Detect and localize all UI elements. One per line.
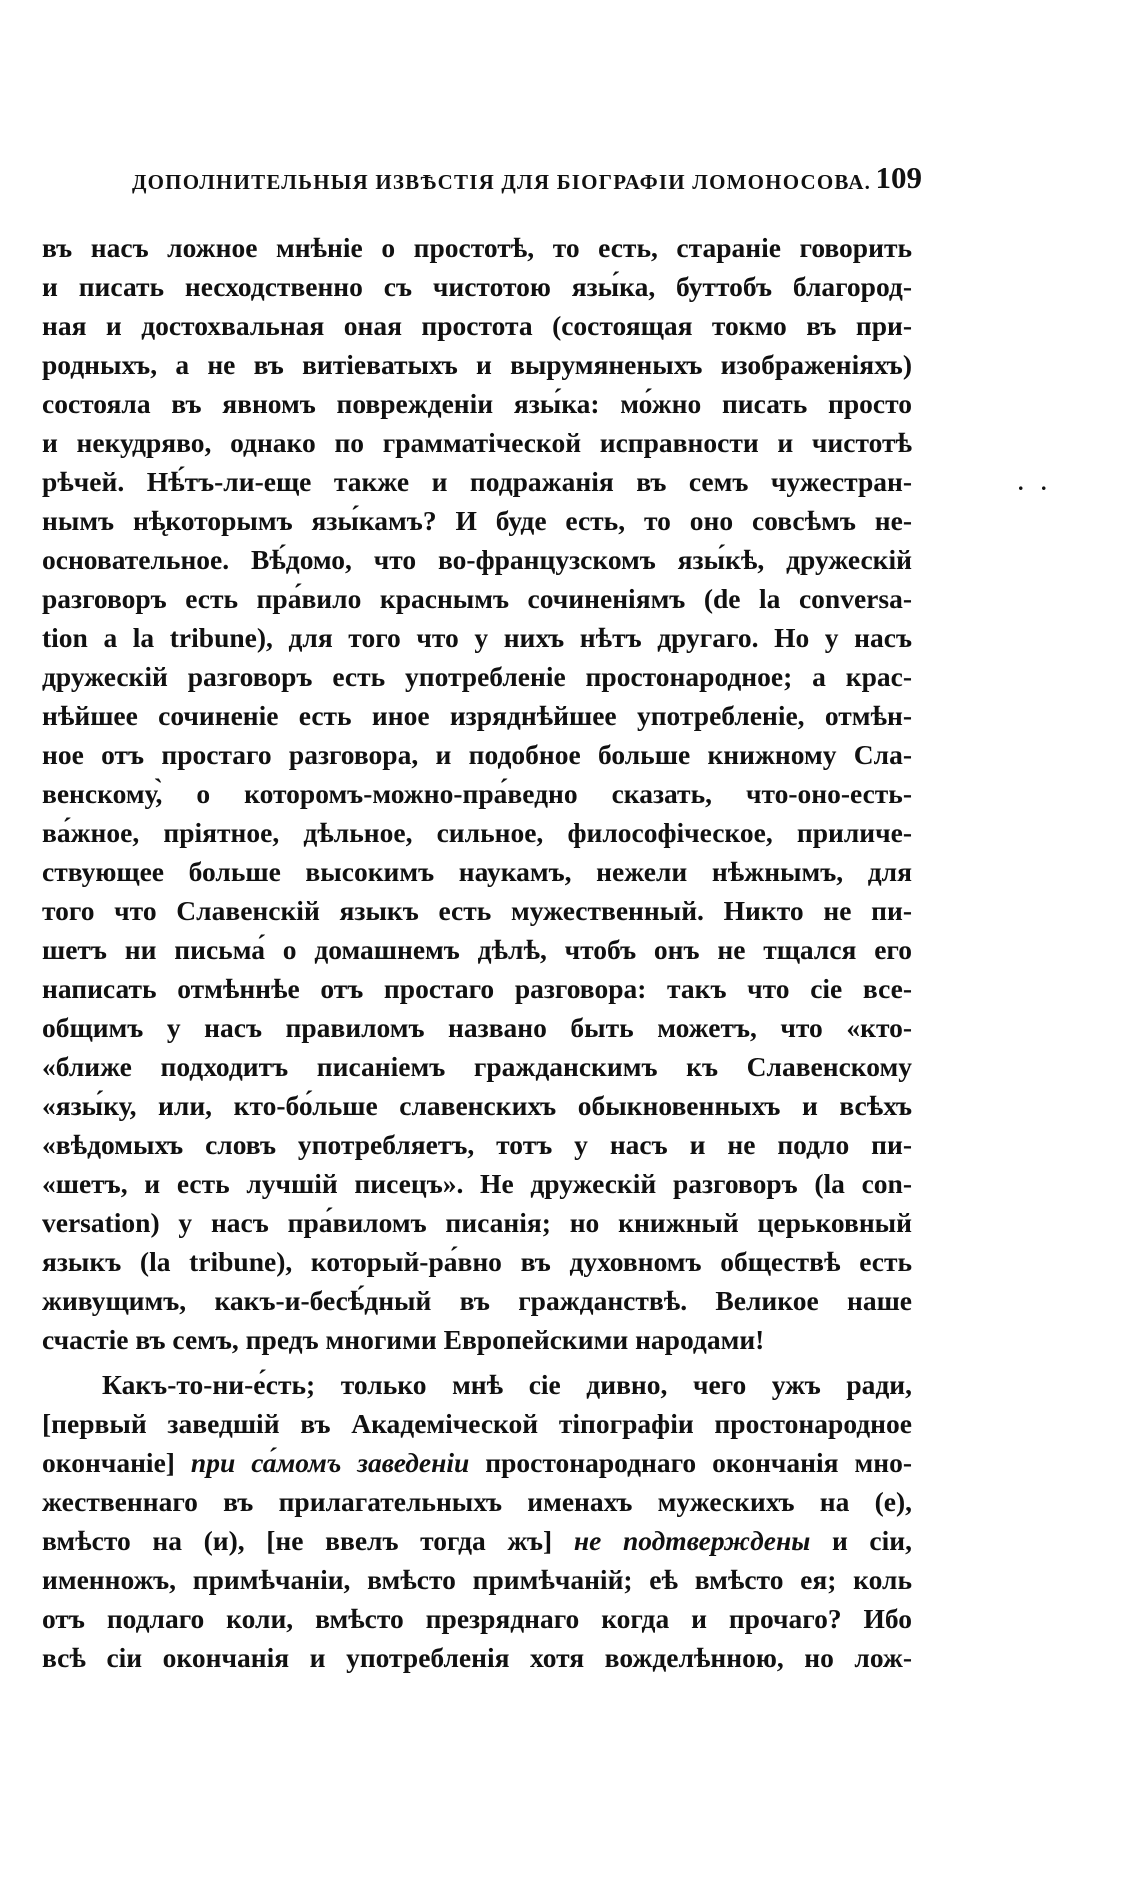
text-line: написать отмѣннѣе отъ простаго разговора: такъ что сіе все- — [42, 973, 912, 1004]
text-line: живущимъ, какъ-и-бесѣ́дный въ гражданствѣ. Великое наше — [42, 1285, 912, 1316]
text-line: рѣчей. Нѣ́тъ-ли-еще также и подражанія въ семъ чужестран- — [42, 466, 912, 497]
text-line: жественнаго въ прилагательныхъ именахъ мужескихъ на (е), — [42, 1486, 912, 1517]
text-line — [42, 1443, 912, 1482]
body-text — [42, 228, 912, 1677]
text-line: основательное. Вѣ́домо, что во-французскомъ язы́кѣ, дружескій — [42, 544, 912, 575]
text-line: «язы́ку, или, кто-бо́льше славенскихъ обыкновенныхъ и всѣхъ — [42, 1090, 912, 1121]
text-run: окончаніе] — [42, 1447, 191, 1478]
running-title: ДОПОЛНИТЕЛЬНЫЯ ИЗВѢСТІЯ ДЛЯ БІОГРАФІИ ЛОМОНОСОВА. — [132, 170, 872, 194]
text-line: [первый заведшій въ Академіческой тіпографіи простонародное — [42, 1408, 912, 1439]
text-line: въ насъ ложное мнѣніе о простотѣ, то есть, стараніе говорить — [42, 232, 912, 263]
text-line: и писать несходственно съ чистотою язы́ка, буттобъ благород- — [42, 271, 912, 302]
text-line: versation) у насъ пра́виломъ писанія; но книжный церьковный — [42, 1207, 912, 1238]
text-line: родныхъ, а не въ витіеватыхъ и вырумяненыхъ изображеніяхъ) — [42, 349, 912, 380]
text-line: того что Славенскій языкъ есть мужественный. Никто не пи- — [42, 895, 912, 926]
text-line: «шетъ, и есть лучшій писецъ». Не дружескій разговоръ (la con- — [42, 1168, 912, 1199]
text-line: венскому,̀ о которомъ-можно-пра́ведно сказать, что-оно-есть- — [42, 778, 912, 809]
text-line: шетъ ни письма́ о домашнемъ дѣлѣ, чтобъ онъ не тщался его — [42, 934, 912, 965]
text-line: tion a la tribune), для того что у нихъ нѣтъ другаго. Но у насъ — [42, 622, 912, 653]
text-run: и сіи, — [810, 1525, 912, 1556]
text-line: дружескій разговоръ есть употребленіе простонародное; а крас- — [42, 661, 912, 692]
text-line: «ближе подходитъ писаніемъ гражданскимъ къ Славенскому — [42, 1051, 912, 1082]
paragraph-2 — [42, 1365, 912, 1677]
margin-mark: . . — [1018, 470, 1053, 495]
text-line: отъ подлаго коли, вмѣсто презряднаго когда и прочаго? Ибо — [42, 1603, 912, 1634]
text-line: ное отъ простаго разговора, и подобное больше книжному Сла- — [42, 739, 912, 770]
text-line: нѣйшее сочиненіе есть иное изряднѣйшее употребленіе, отмѣн- — [42, 700, 912, 731]
text-line: разговоръ есть пра́вило краснымъ сочиненіямъ (de la conversa- — [42, 583, 912, 614]
text-line: и некудряво, однако по грамматіческой исправности и чистотѣ — [42, 427, 912, 458]
text-line: нымъ нѣ̨которымъ язы́камъ? И буде есть, то оно совсѣмъ не- — [42, 505, 912, 536]
text-line: ва́жное, пріятное, дѣльное, сильное, философіческое, приличе- — [42, 817, 912, 848]
text-line: счастіе въ семъ, предъ многими Европейскими народами! — [42, 1324, 765, 1355]
running-head — [132, 160, 922, 200]
text-line: общимъ у насъ правиломъ названо быть можетъ, что «кто- — [42, 1012, 912, 1043]
text-line: состояла въ явномъ поврежденіи язы́ка: мо́жно писать просто — [42, 388, 912, 419]
text-line: именножъ, примѣчаніи, вмѣсто примѣчаній; еѣ вмѣсто ея; коль — [42, 1564, 912, 1595]
italic-phrase: при са́момъ заведеніи — [190, 1447, 470, 1478]
text-run: простонароднаго окончанія мно- — [469, 1447, 912, 1478]
page-number: 109 — [875, 160, 922, 195]
text-run: вмѣсто на (и), [не ввелъ тогда жъ] — [42, 1525, 574, 1556]
text-line: всѣ сіи окончанія и употребленія хотя вожделѣнною, но лож- — [42, 1642, 912, 1673]
text-line: языкъ (la tribune), который-ра́вно въ духовномъ обществѣ есть — [42, 1246, 912, 1277]
text-line: ная и достохвальная оная простота (состоящая токмо въ при- — [42, 310, 912, 341]
text-line — [42, 1521, 912, 1560]
text-line: «вѣдомыхъ словъ употребляетъ, тотъ у насъ и не подло пи- — [42, 1129, 912, 1160]
paragraph-1 — [42, 228, 912, 1359]
italic-phrase: не подтверждены — [573, 1525, 811, 1556]
text-line: Какъ-то-ни-е́сть; только мнѣ сіе дивно, чего ужъ ради, — [102, 1369, 912, 1400]
text-line: ствующее больше высокимъ наукамъ, нежели нѣжнымъ, для — [42, 856, 912, 887]
